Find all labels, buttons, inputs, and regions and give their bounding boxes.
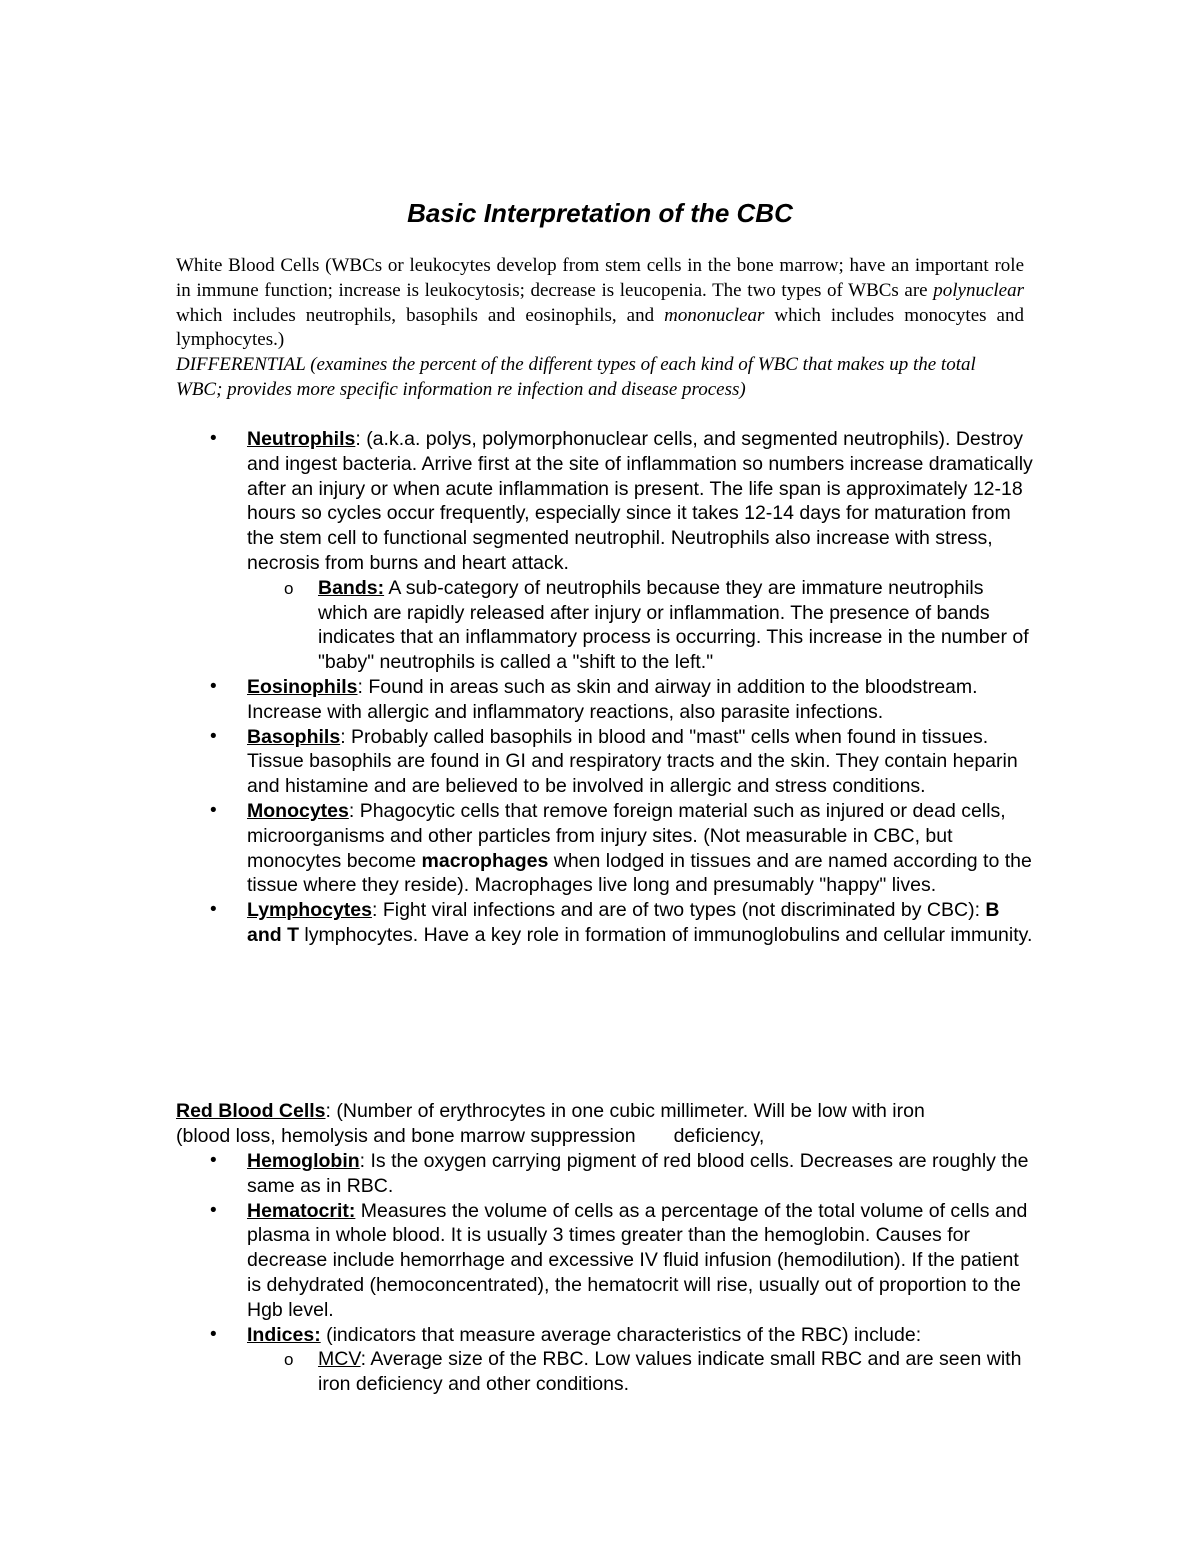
rbc-line-2 <box>176 1124 1036 1149</box>
description-hematocrit: Measures the volume of cells as a percentage of the total volume of cells and plasma in whole blood. It is usually 3 times greater than the hemoglobin. Causes for decrease include hemorrhage and excessive IV fluid infusion (hemodilution). If the patient is dehydrated (hemoconcentrated), the hematocrit will rise, usually out of proportion to the Hgb level. <box>247 1199 1028 1321</box>
b-and-t-term: B and T <box>247 899 1000 946</box>
bullet-icon: • <box>210 725 217 747</box>
mononuclear-term: mononuclear <box>664 304 765 326</box>
rbc-line-1 <box>176 1099 1036 1124</box>
description-basophils: Probably called basophils in blood and "mast" cells when found in tissues. Tissue basophils are found in GI and respiratory tracts and the skin. They contain heparin and histamine and are believed to be involved in allergic and stress conditions. <box>247 725 1018 798</box>
bullet-icon: • <box>210 428 217 449</box>
term-basophils: Basophils <box>247 725 341 748</box>
term-eosinophils: Eosinophils <box>247 675 358 698</box>
wbc-intro-paragraph <box>176 254 1024 353</box>
term-lymphocytes: Lymphocytes <box>247 899 372 922</box>
circle-bullet-icon: o <box>284 578 294 598</box>
term-indices: Indices: <box>247 1323 321 1346</box>
term-monocytes: Monocytes <box>247 799 349 822</box>
list-item-hemoglobin <box>176 1149 1036 1199</box>
page-title: Basic Interpretation of the CBC <box>407 198 793 228</box>
bullet-icon: • <box>210 1150 217 1171</box>
bullet-icon: • <box>210 1323 217 1345</box>
wbc-list <box>176 427 1036 948</box>
list-item-neutrophils <box>176 427 1036 576</box>
description-lymphocytes-before: Fight viral infections and are of two types (not discriminated by CBC): <box>382 899 986 922</box>
description-hemoglobin: Is the oxygen carrying pigment of red blood cells. Decreases are roughly the same as in RBC. <box>247 1150 1029 1197</box>
wbc-intro-mid: which includes neutrophils, basophils and eosinophils, and <box>176 304 665 326</box>
list-item-mcv <box>247 1347 1036 1397</box>
rbc-line-2b: deficiency, <box>673 1124 765 1147</box>
term-mcv: MCV <box>318 1348 361 1371</box>
term-bands: Bands: <box>318 576 385 599</box>
description-mcv: : Average size of the RBC. Low values indicate small RBC and are seen with iron deficiency and other conditions. <box>318 1348 1022 1396</box>
list-item-basophils <box>176 725 1036 799</box>
description-neutrophils: (a.k.a. polys, polymorphonuclear cells, and segmented neutrophils). Destroy and ingest bacteria. Arrive first at the site of inflammation so numbers increase dramatically after an injury or when acute inflammation is present. The life span is approximately 12-18 hours so cycles occur frequently, especially since it takes 12-14 days for maturation from the stem cell to functional segmented neutrophil. Neutrophils also increase with stress, necrosis from burns and heart attack. <box>247 428 1033 574</box>
bullet-icon: • <box>210 675 217 697</box>
separator: : <box>357 675 369 698</box>
description-bands: A sub-category of neutrophils because they are immature neutrophils which are rapidly released after injury or inflammation. The presence of bands indicates that an inflammatory process is occurring. This increase in the number of "baby" neutrophils is called a "shift to the left." <box>318 576 1029 674</box>
macrophages-term: macrophages <box>421 849 549 872</box>
wbc-intro-end: which includes monocytes and lymphocytes.) <box>176 304 1024 351</box>
term-hematocrit: Hematocrit: <box>247 1199 356 1222</box>
description-eosinophils: Found in areas such as skin and airway in addition to the bloodstream. Increase with allergic and inflammatory reactions, also parasite infections. <box>247 675 978 723</box>
bullet-icon: • <box>210 1199 217 1221</box>
term-red-blood-cells: Red Blood Cells <box>176 1100 326 1122</box>
description-monocytes-after: when lodged in tissues and are named according to the tissue where they reside). Macrophages live long and presumably "happy" lives. <box>247 849 1032 897</box>
bullet-icon: • <box>210 799 217 821</box>
list-item-monocytes <box>176 799 1036 898</box>
term-hemoglobin: Hemoglobin <box>247 1150 360 1172</box>
list-item-indices <box>176 1323 1036 1348</box>
list-item-lymphocytes <box>176 898 1036 948</box>
separator: : <box>340 725 352 748</box>
wbc-intro-lead: White Blood Cells (WBCs or leukocytes develop from stem cells in the bone marrow; have an important role in immune function; increase is leukocytosis; decrease is leucopenia. The two types of WBCs are <box>176 255 1024 301</box>
polynuclear-term: polynuclear <box>933 279 1024 301</box>
list-item-eosinophils <box>176 675 1036 725</box>
rbc-list <box>176 1149 1036 1397</box>
separator: : <box>355 428 367 450</box>
description-indices: (indicators that measure average characteristics of the RBC) include: <box>326 1323 922 1346</box>
list-item-hematocrit <box>176 1199 1036 1323</box>
description-lymphocytes-after: lymphocytes. Have a key role in formation of immunoglobulins and cellular immunity. <box>299 923 1033 946</box>
differential-paragraph: DIFFERENTIAL (examines the percent of the different types of each kind of WBC that makes up the total WBC; provides more specific information re infection and disease process) <box>176 354 976 400</box>
term-neutrophils: Neutrophils <box>247 428 356 450</box>
rbc-paragraph <box>176 1099 1036 1149</box>
description-monocytes-before: Phagocytic cells that remove foreign material such as injured or dead cells, microorganisms and other particles from injury sites. (Not measurable in CBC, but monocytes become <box>247 799 1006 872</box>
separator: : <box>359 1150 371 1172</box>
separator: : <box>348 799 360 822</box>
rbc-line-1-text: : (Number of erythrocytes in one cubic millimeter. Will be low with iron <box>325 1100 925 1122</box>
bullet-icon: • <box>210 899 217 921</box>
rbc-line-2a: (blood loss, hemolysis and bone marrow suppression <box>176 1124 636 1147</box>
circle-bullet-icon: o <box>284 1350 294 1370</box>
list-item-bands <box>247 576 1036 675</box>
separator: : <box>371 899 383 922</box>
